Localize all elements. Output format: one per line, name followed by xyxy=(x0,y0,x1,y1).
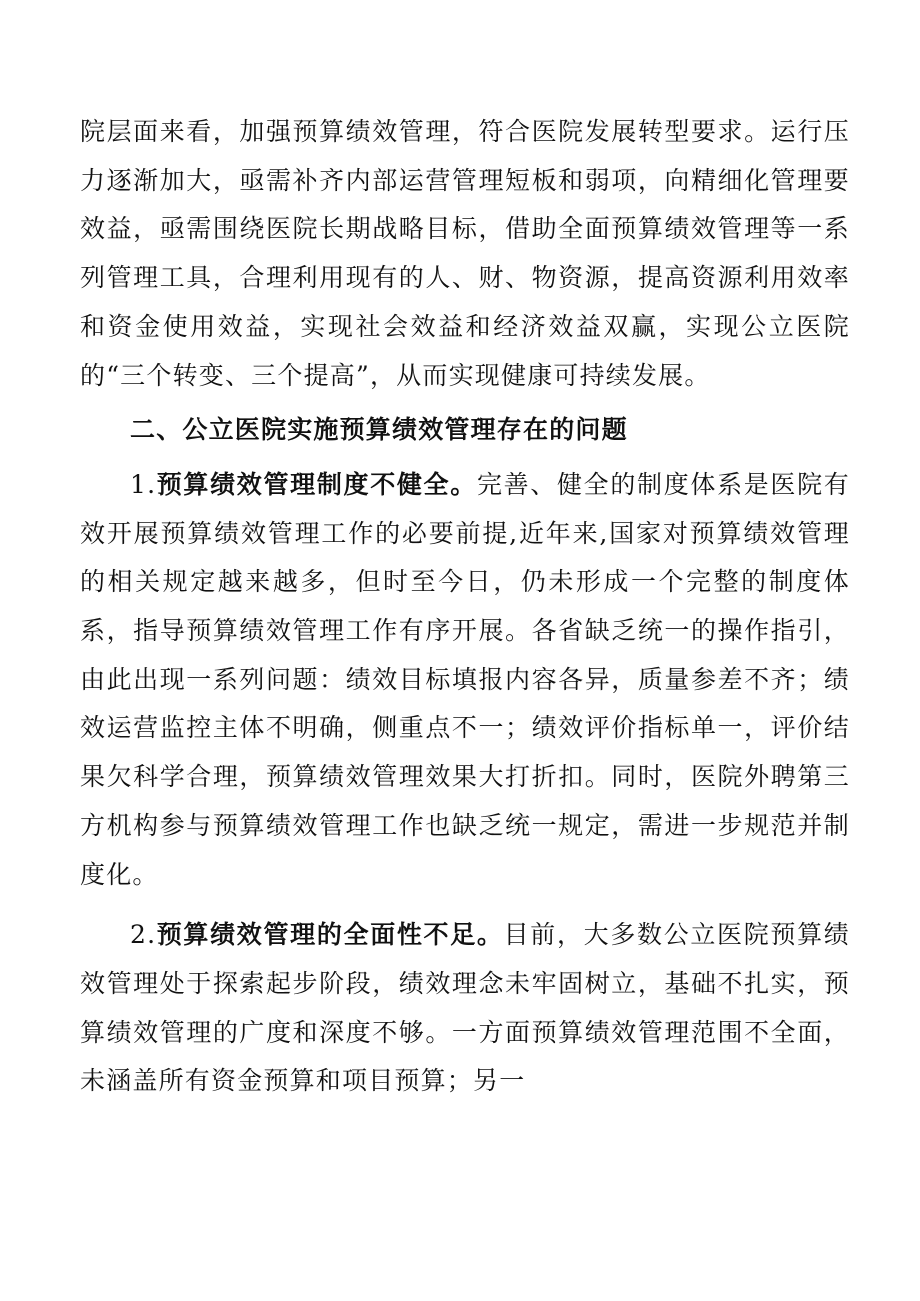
document-body xyxy=(80,108,850,1106)
item-2-number: 2. xyxy=(130,920,157,950)
paragraph-item-2 xyxy=(80,911,850,1106)
section-heading: 二、公立医院实施预算绩效管理存在的问题 xyxy=(130,415,628,445)
paragraph-continuation: 院层面来看，加强预算绩效管理，符合医院发展转型要求。运行压力逐渐加大，亟需补齐内部运营管理短板和弱项，向精细化管理要效益，亟需围绕医院长期战略目标，借助全面预算绩效管理等一系列管理工具，合理利用现有的人、财、物资源，提高资源利用效率和资金使用效益，实现社会效益和经济效益双赢，实现公立医院的“三个转变、三个提高”，从而实现健康可持续发展。 xyxy=(80,117,850,390)
item-1-lead: 预算绩效管理制度不健全。 xyxy=(156,469,477,499)
paragraph-item-1 xyxy=(80,461,850,899)
item-2-body: 目前，大多数公立医院预算绩效管理处于探索起步阶段，绩效理念未牢固树立，基础不扎实，预算绩效管理的广度和深度不够。一方面预算绩效管理范围不全面，未涵盖所有资金预算和项目预算；另一 xyxy=(80,920,850,1096)
item-2-lead: 预算绩效管理的全面性不足。 xyxy=(156,920,504,950)
item-1-body: 完善、健全的制度体系是医院有效开展预算绩效管理工作的必要前提,近年来,国家对预算绩效管理的相关规定越来越多，但时至今日，仍未形成一个完整的制度体系，指导预算绩效管理工作有序开展。各省缺乏统一的操作指引，由此出现一系列问题：绩效目标填报内容各异，质量参差不齐；绩效运营监控主体不明确，侧重点不一；绩效评价指标单一，评价结果欠科学合理，预算绩效管理效果大打折扣。同时，医院外聘第三方机构参与预算绩效管理工作也缺乏统一规定，需进一步规范并制度化。 xyxy=(80,469,850,889)
item-1-number: 1. xyxy=(130,469,157,499)
